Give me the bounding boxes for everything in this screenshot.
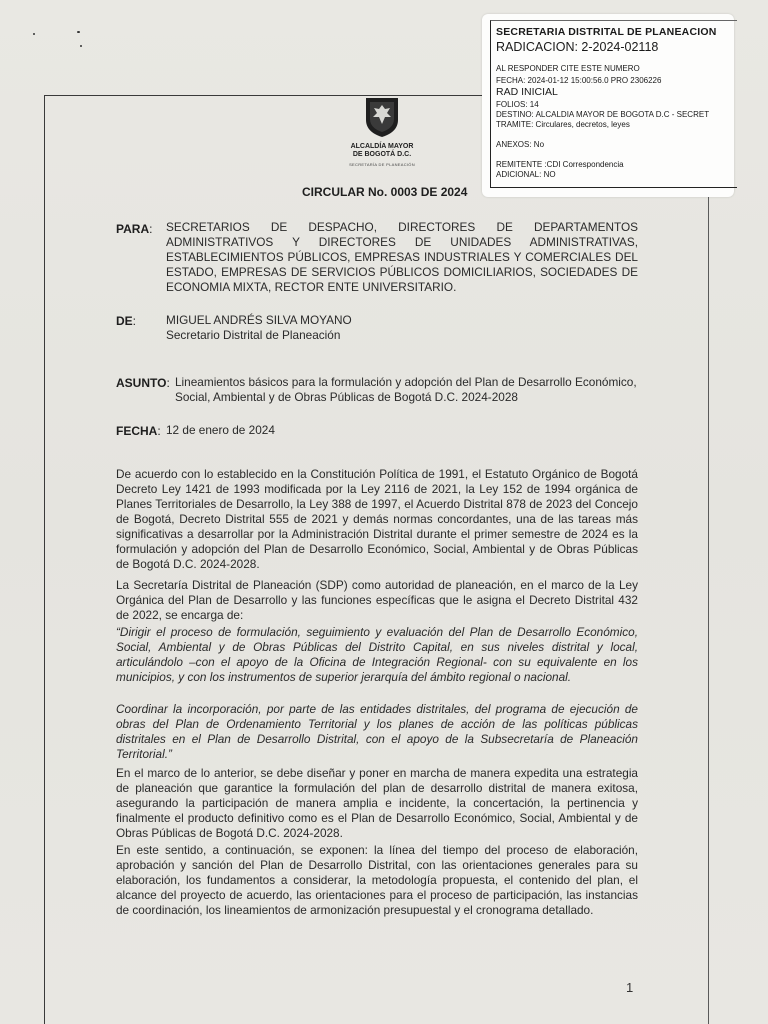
logo-text-line2: DE BOGOTÁ D.C. — [352, 151, 412, 158]
body-paragraph-1: De acuerdo con lo establecido en la Constitución Política de 1991, el Estatuto Orgánico de Bogotá Decreto Ley 1421 de 1993 modificada por la Ley 2116 de 2021, la Ley 152 de 1994 orgánica de Planes Territoriales de Desarrollo, la Ley 388 de 1997, el Acuerdo Distrital 878 de 2023 del Concejo de Bogotá, Decreto Distrital 555 de 2021 y demás normas concordantes, una de las tareas más significativas a desarrollar por la Administración Distrital durante el primer semestre de 2024 es la formulación y adopción del Plan de Desarrollo Económico, Social, Ambiental y de Obras Públicas de Bogotá D.C. 2024-2028. — [116, 467, 638, 571]
logo-text-line1: ALCALDÍA MAYOR — [350, 143, 414, 150]
stamp-al-responder: AL RESPONDER CITE ESTE NUMERO — [496, 64, 640, 73]
stamp-rad-inicial: RAD INICIAL — [496, 86, 558, 98]
de-role: Secretario Distrital de Planeación — [166, 328, 341, 342]
scan-speck — [77, 31, 80, 33]
stamp-tramite: TRAMITE: Circulares, decretos, leyes — [496, 120, 630, 129]
page-frame-top — [44, 95, 514, 96]
scan-speck — [33, 33, 35, 35]
stamp-fecha: FECHA: 2024-01-12 15:00:56.0 PRO 2306226 — [496, 76, 662, 85]
stamp-folios: FOLIOS: 14 — [496, 100, 539, 109]
fecha-label: FECHA: — [116, 424, 161, 438]
asunto-label: ASUNTO: — [116, 376, 170, 390]
de-label: DE: — [116, 314, 137, 328]
stamp-anexos: ANEXOS: No — [496, 140, 545, 149]
body-paragraph-4: En este sentido, a continuación, se exponen: la línea del tiempo del proceso de elaboración, aprobación y sanción del Plan de Desarrollo Distrital, con las orientaciones generales para su elaboración, los fundamentos a considerar, la metodología propuesta, el contenido del plan, el alcance del proyecto de acuerdo, las orientaciones para el proceso de participación, las instancias de coordinación, los lineamientos de armonización presupuestal y el cronograma detallado. — [116, 843, 638, 917]
page-frame-right — [708, 190, 709, 1024]
de-name: MIGUEL ANDRÉS SILVA MOYANO — [166, 313, 352, 327]
stamp-radicacion: RADICACION: 2-2024-02118 — [496, 40, 659, 54]
stamp-remitente: REMITENTE :CDI Correspondencia — [496, 160, 624, 169]
para-recipients: SECRETARIOS DE DESPACHO, DIRECTORES DE DEPARTAMENTOS ADMINISTRATIVOS Y DIRECTORES DE UNIDADES ADMINISTRATIVAS, ESTABLECIMIENTOS PÚBLICOS, EMPRESAS INDUSTRIALES Y COMERCIALES DEL ESTADO, EMPRESAS DE SERVICIOS PÚBLICOS DOMICILIARIOS, SOCIEDADES DE ECONOMIA MIXTA, RECTOR ENTE UNIVERSITARIO. — [166, 220, 638, 294]
circular-title: CIRCULAR No. 0003 DE 2024 — [302, 185, 468, 199]
scan-speck — [80, 45, 82, 47]
page-number: 1 — [626, 980, 634, 995]
coat-of-arms-icon — [364, 96, 400, 138]
asunto-text: Lineamientos básicos para la formulación y adopción del Plan de Desarrollo Económico, Social, Ambiental y de Obras Públicas de Bogotá D.C. 2024-2028 — [175, 375, 637, 404]
page-frame-left — [44, 95, 45, 1024]
stamp-adicional: ADICIONAL: NO — [496, 170, 556, 179]
stamp-title: SECRETARIA DISTRITAL DE PLANEACION — [496, 26, 717, 38]
quote-paragraph-2: Coordinar la incorporación, por parte de las entidades distritales, del programa de ejecución de obras del Plan de Ordenamiento Territorial y los planes de acción de las políticas públicas distritales en el Plan de Desarrollo Distrital, con el apoyo de la Subsecretaría de Planeación Territorial.” — [116, 702, 638, 761]
logo-text-line3: SECRETARÍA DE PLANEACIÓN — [349, 162, 415, 167]
para-label: PARA: — [116, 222, 153, 236]
fecha-text: 12 de enero de 2024 — [166, 423, 275, 437]
body-paragraph-3: En el marco de lo anterior, se debe diseñar y poner en marcha de manera expedita una estrategia de planeación que garantice la formulación del plan de desarrollo distrital de manera exitosa, asegurando la participación de manera amplia e incidente, la concertación, la pertinencia y finalmente el producto definitivo como es el Plan de Desarrollo Económico, Social, Ambiental y de Obras Públicas de Bogotá D.C. 2024-2028. — [116, 766, 638, 840]
body-paragraph-2: La Secretaría Distrital de Planeación (SDP) como autoridad de planeación, en el marco de la Ley Orgánica del Plan de Desarrollo y las funciones específicas que le asigna el Decreto Distrital 432 de 2022, se encarga de: — [116, 578, 638, 622]
radication-stamp — [482, 14, 734, 197]
bogota-logo — [340, 96, 424, 167]
stamp-destino: DESTINO: ALCALDIA MAYOR DE BOGOTA D.C - SECRET — [496, 110, 710, 119]
quote-paragraph-1: “Dirigir el proceso de formulación, seguimiento y evaluación del Plan de Desarrollo Económico, Social, Ambiental y de Obras Públicas del Distrito Capital, en sus niveles distrital y local, articulándolo –con el apoyo de la Oficina de Integración Regional- con su equivalente en los municipios, y con los instrumentos de superior jerarquía del ámbito regional o nacional. — [116, 625, 638, 684]
